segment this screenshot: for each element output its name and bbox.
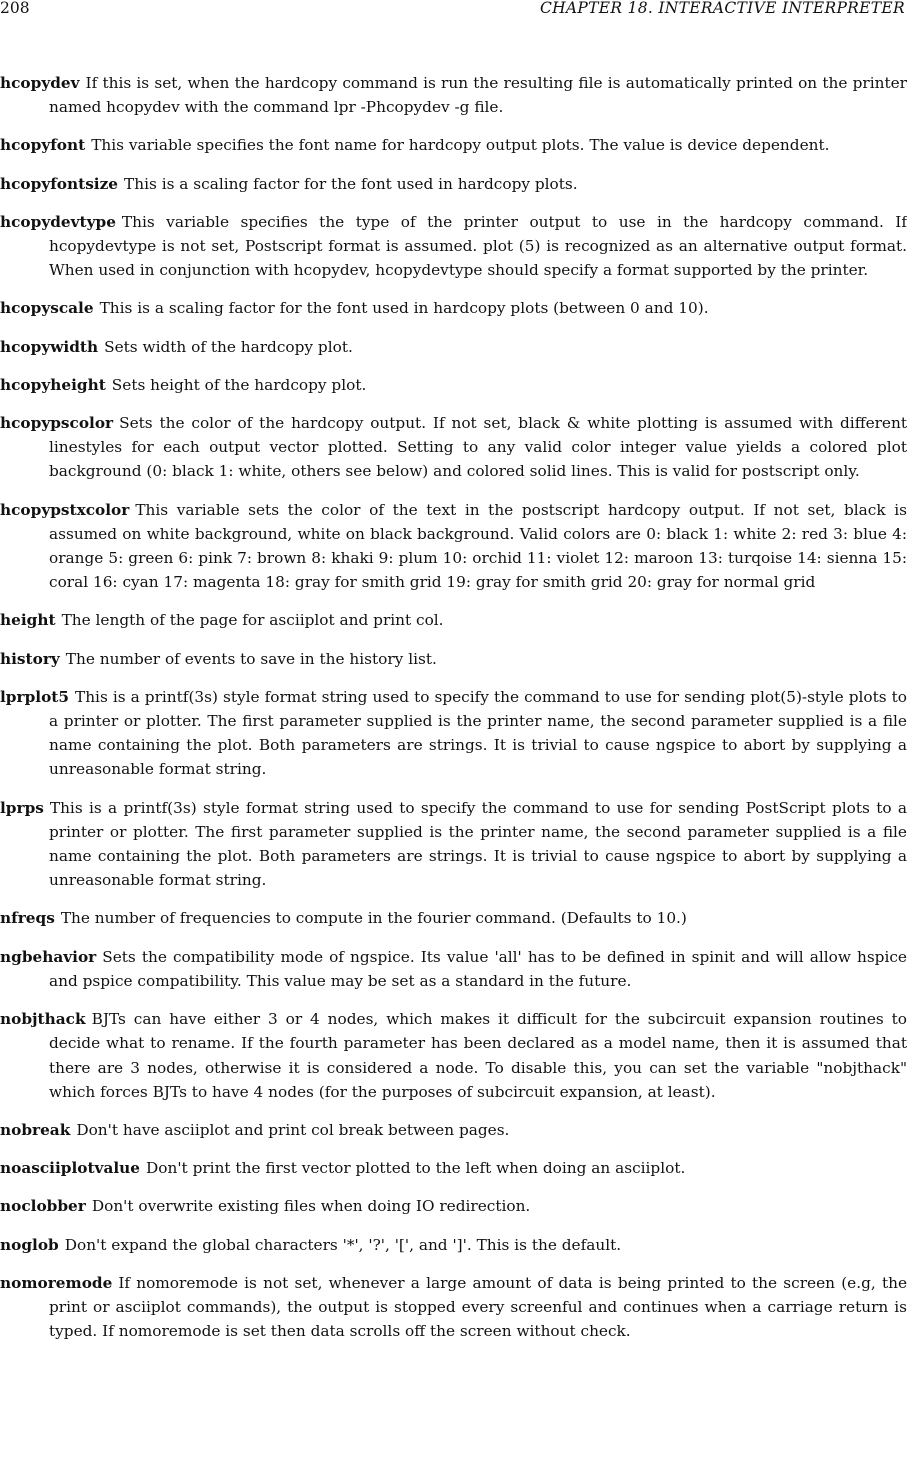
definition-text: Don't print the first vector plotted to the left when doing an asciiplot. (146, 1159, 686, 1178)
definition-term: lprplot5 (0, 687, 69, 706)
definition-term: hcopyfontsize (0, 174, 119, 193)
definition-term: hcopyfont (0, 136, 86, 155)
definition-text: Sets width of the hardcopy plot. (104, 337, 353, 356)
definition-term: noglob (0, 1235, 59, 1254)
definition-term: nomoremode (0, 1273, 113, 1292)
definition-term: height (0, 611, 56, 630)
definition-text: If this is set, when the hardcopy command is run the resulting file is automatically printed on the printer named hcopydev with the command lpr -Phcopydev -g file. (49, 74, 907, 117)
variable-definition-list (0, 71, 907, 1357)
page-number: 208 (0, 0, 30, 17)
definition-entry-history (0, 647, 907, 671)
definition-entry-ngbehavior (0, 945, 907, 993)
definition-text: Sets height of the hardcopy plot. (111, 375, 367, 394)
definition-entry-noglob (0, 1233, 907, 1257)
definition-entry-hcopypstxcolor (0, 498, 907, 595)
definition-entry-hcopydev (0, 71, 907, 119)
definition-text: If nomoremode is not set, whenever a large amount of data is being printed to the screen (e.g, the print or asciiplot commands), the output is stopped every screenful and continues when a carriage return is typed. If nomoremode is set then data scrolls off the screen without check. (49, 1273, 907, 1341)
definition-entry-hcopyfont (0, 133, 907, 157)
definition-term: hcopypstxcolor (0, 500, 130, 519)
page-header (0, 0, 907, 20)
definition-entry-noclobber (0, 1194, 907, 1218)
definition-text: This variable specifies the type of the printer output to use in the hardcopy command. If hcopydevtype is not set, Postscript format is assumed. plot (5) is recognized as an alternative output format. When used in conjunction with hcopydev, hcopydevtype should specify a format supported by the printer. (49, 212, 907, 280)
definition-term: nobjthack (0, 1010, 86, 1029)
definition-term: lprps (0, 798, 44, 817)
definition-entry-nobjthack (0, 1007, 907, 1104)
definition-entry-hcopyheight (0, 373, 907, 397)
definition-text: Don't have asciiplot and print col break between pages. (76, 1120, 510, 1139)
definition-term: hcopydevtype (0, 212, 116, 231)
definition-term: noasciiplotvalue (0, 1159, 141, 1178)
definition-entry-nomoremode (0, 1271, 907, 1344)
definition-entry-nobreak (0, 1118, 907, 1142)
definition-entry-hcopypscolor (0, 411, 907, 484)
definition-term: hcopyscale (0, 299, 94, 318)
definition-entry-lprplot5 (0, 685, 907, 782)
chapter-title: CHAPTER 18. INTERACTIVE INTERPRETER (539, 0, 905, 17)
definition-text: This is a printf(3s) style format string used to specify the command to use for sending plot(5)-style plots to a printer or plotter. The first parameter supplied is the printer name, the second parameter supplied is a file name containing the plot. Both parameters are strings. It is trivial to cause ngspice to abort by supplying a unreasonable format string. (49, 687, 907, 779)
definition-term: hcopyheight (0, 375, 106, 394)
definition-term: ngbehavior (0, 947, 97, 966)
definition-text: This variable sets the color of the text in the postscript hardcopy output. If not set, black is assumed on white background, white on black background. Valid colors are 0: black 1: white 2: red 3: blue 4: orange 5: green 6: pink 7: brown 8: khaki 9: plum 10: orchid 11: violet 12: maroon 13: turqoise 14: sienna 15: coral 16: cyan 17: magenta 18: gray for smith grid 19: gray for smith grid 20: gray for normal grid (49, 500, 907, 592)
definition-text: This is a printf(3s) style format string used to specify the command to use for sending PostScript plots to a printer or plotter. The first parameter supplied is the printer name, the second parameter supplied is a file name containing the plot. Both parameters are strings. It is trivial to cause ngspice to abort by supplying a unreasonable format string. (49, 798, 907, 890)
definition-term: hcopypscolor (0, 414, 114, 433)
definition-entry-hcopyfontsize (0, 172, 907, 196)
definition-text: Don't expand the global characters '*', '?', '[', and ']'. This is the default. (64, 1235, 622, 1254)
definition-term: hcopywidth (0, 337, 99, 356)
definition-text: BJTs can have either 3 or 4 nodes, which makes it difficult for the subcircuit expansion routines to decide what to rename. If the fourth parameter has been declared as a model name, then it is assumed that there are 3 nodes, otherwise it is considered a node. To disable this, you can set the variable "nobjthack" which forces BJTs to have 4 nodes (for the purposes of subcircuit expansion, at least). (49, 1010, 907, 1101)
definition-term: history (0, 649, 60, 668)
definition-text: Sets the compatibility mode of ngspice. Its value 'all' has to be defined in spinit and will allow hspice and pspice compatibility. This value may be set as a standard in the future. (49, 947, 907, 990)
definition-text: Don't overwrite existing files when doing IO redirection. (91, 1197, 531, 1216)
definition-term: nfreqs (0, 909, 55, 928)
definition-text: This is a scaling factor for the font used in hardcopy plots (between 0 and 10). (99, 299, 709, 318)
definition-entry-hcopyscale (0, 296, 907, 320)
definition-entry-height (0, 608, 907, 632)
definition-entry-nfreqs (0, 906, 907, 930)
definition-entry-lprps (0, 796, 907, 893)
definition-text: The number of events to save in the history list. (65, 649, 437, 668)
definition-text: This is a scaling factor for the font used in hardcopy plots. (124, 174, 578, 193)
definition-entry-hcopydevtype (0, 210, 907, 283)
definition-term: nobreak (0, 1120, 71, 1139)
definition-term: hcopydev (0, 74, 80, 92)
definition-text: This variable specifies the font name for hardcopy output plots. The value is device dependent. (91, 136, 830, 155)
definition-text: The number of frequencies to compute in the fourier command. (Defaults to 10.) (60, 909, 687, 928)
definition-text: The length of the page for asciiplot and print col. (61, 611, 444, 630)
definition-entry-noasciiplotvalue (0, 1156, 907, 1180)
definition-text: Sets the color of the hardcopy output. If not set, black & white plotting is assumed with different linestyles for each output vector plotted. Setting to any valid color integer value yields a colored plot background (0: black 1: white, others see below) and colored solid lines. This is valid for postscript only. (49, 414, 907, 481)
definition-entry-hcopywidth (0, 335, 907, 359)
definition-term: noclobber (0, 1197, 86, 1216)
